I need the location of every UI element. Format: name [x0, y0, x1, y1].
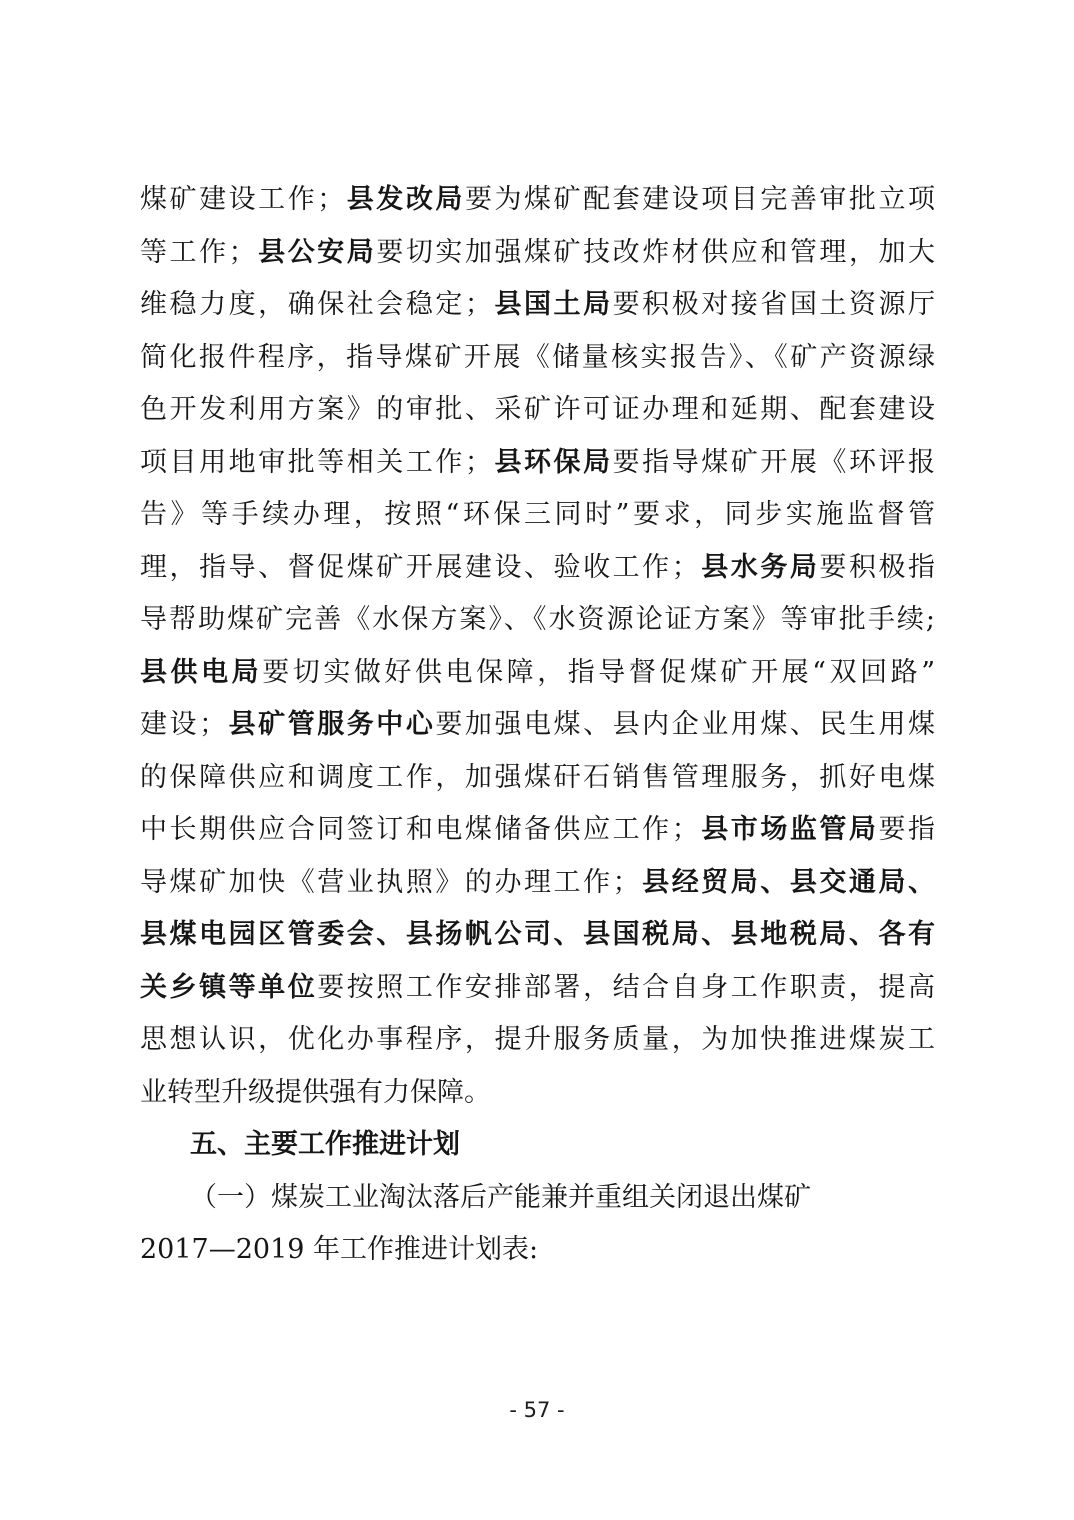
text-line [140, 909, 935, 962]
text-segment: 要指 [878, 814, 935, 845]
text-line [140, 962, 935, 1015]
text-segment: 告》等手续办理，按照“环保三同时”要求，同步实施监督管 [140, 499, 935, 530]
text-line [140, 279, 935, 332]
text-segment: 项目用地审批等相关工作； [140, 446, 492, 478]
text-line [140, 174, 935, 227]
text-line [140, 1067, 935, 1120]
text-segment: 中长期供应合同签订和电煤储备供应工作； [140, 814, 699, 845]
text-line [140, 594, 935, 647]
text-segment: 要积极对接省国土资源厅 [612, 289, 935, 320]
department-name: 关乡镇等单位 [140, 971, 318, 1003]
text-line [140, 332, 935, 385]
department-name: 五、主要工作推进计划 [190, 1129, 460, 1160]
content-lines [140, 174, 935, 1277]
text-segment: 要加强电煤、县内企业用煤、民生用煤 [435, 709, 935, 740]
department-name: 县经贸局、县交通局、 [639, 866, 935, 898]
department-name: 县水务局 [698, 551, 820, 583]
text-line [140, 804, 935, 857]
text-segment: 要为煤矿配套建设项目完善审批立项 [464, 184, 935, 215]
department-name: 县国土局 [491, 289, 613, 320]
text-segment: 维稳力度，确保社会稳定； [140, 289, 492, 320]
text-line [140, 699, 935, 752]
text-segment: 2017—2019 年工作推进计划表: [140, 1234, 539, 1265]
text-segment: 思想认识，优化办事程序，提升服务质量，为加快推进煤炭工 [140, 1024, 935, 1055]
text-segment: 理，指导、督促煤矿开展建设、验收工作； [140, 551, 699, 583]
text-segment: 的保障供应和调度工作，加强煤矸石销售管理服务，抓好电煤 [140, 761, 935, 793]
text-segment: 建设； [140, 709, 227, 740]
department-name: 县环保局 [491, 446, 613, 478]
text-segment: 要按照工作安排部署，结合自身工作职责，提高 [317, 971, 935, 1003]
text-segment: 要切实加强煤矿技改炸材供应和管理，加大 [376, 236, 935, 268]
text-segment: 导煤矿加快《营业执照》的办理工作； [140, 866, 640, 898]
text-segment: 要积极指 [819, 551, 935, 583]
text-line [140, 1172, 935, 1225]
page-number: - 57 - [509, 1398, 565, 1422]
text-segment: （一）煤炭工业淘汰落后产能兼并重组关闭退出煤矿 [190, 1181, 811, 1213]
text-line [140, 542, 935, 595]
department-name: 县公安局 [255, 236, 377, 268]
text-line [140, 752, 935, 805]
text-segment: 要指导煤矿开展《环评报 [612, 446, 935, 478]
text-line [140, 437, 935, 490]
department-name: 县煤电园区管委会、县扬帆公司、县国税局、县地税局、各有 [140, 919, 935, 950]
department-name: 县发改局 [344, 184, 465, 215]
text-line [140, 227, 935, 280]
text-segment: 简化报件程序，指导煤矿开展《储量核实报告》、《矿产资源绿 [140, 341, 935, 373]
text-line [140, 489, 935, 542]
text-line [140, 1014, 935, 1067]
text-line [140, 647, 935, 700]
text-segment: 业转型升级提供强有力保障。 [140, 1076, 491, 1108]
text-segment: 煤矿建设工作； [140, 184, 345, 215]
department-name: 县供电局 [140, 656, 263, 688]
text-segment: 色开发利用方案》的审批、采矿许可证办理和延期、配套建设 [140, 394, 935, 425]
text-segment: 导帮助煤矿完善《水保方案》、《水资源论证方案》等审批手续; [140, 604, 935, 635]
department-name: 县市场监管局 [698, 814, 879, 845]
text-line [140, 1224, 935, 1277]
section-heading [140, 1119, 935, 1172]
department-name: 县矿管服务中心 [226, 709, 436, 740]
text-segment: 要切实做好供电保障，指导督促煤矿开展“双回路” [262, 656, 935, 688]
text-line [140, 384, 935, 437]
text-segment: 等工作； [140, 236, 256, 268]
text-line [140, 857, 935, 910]
